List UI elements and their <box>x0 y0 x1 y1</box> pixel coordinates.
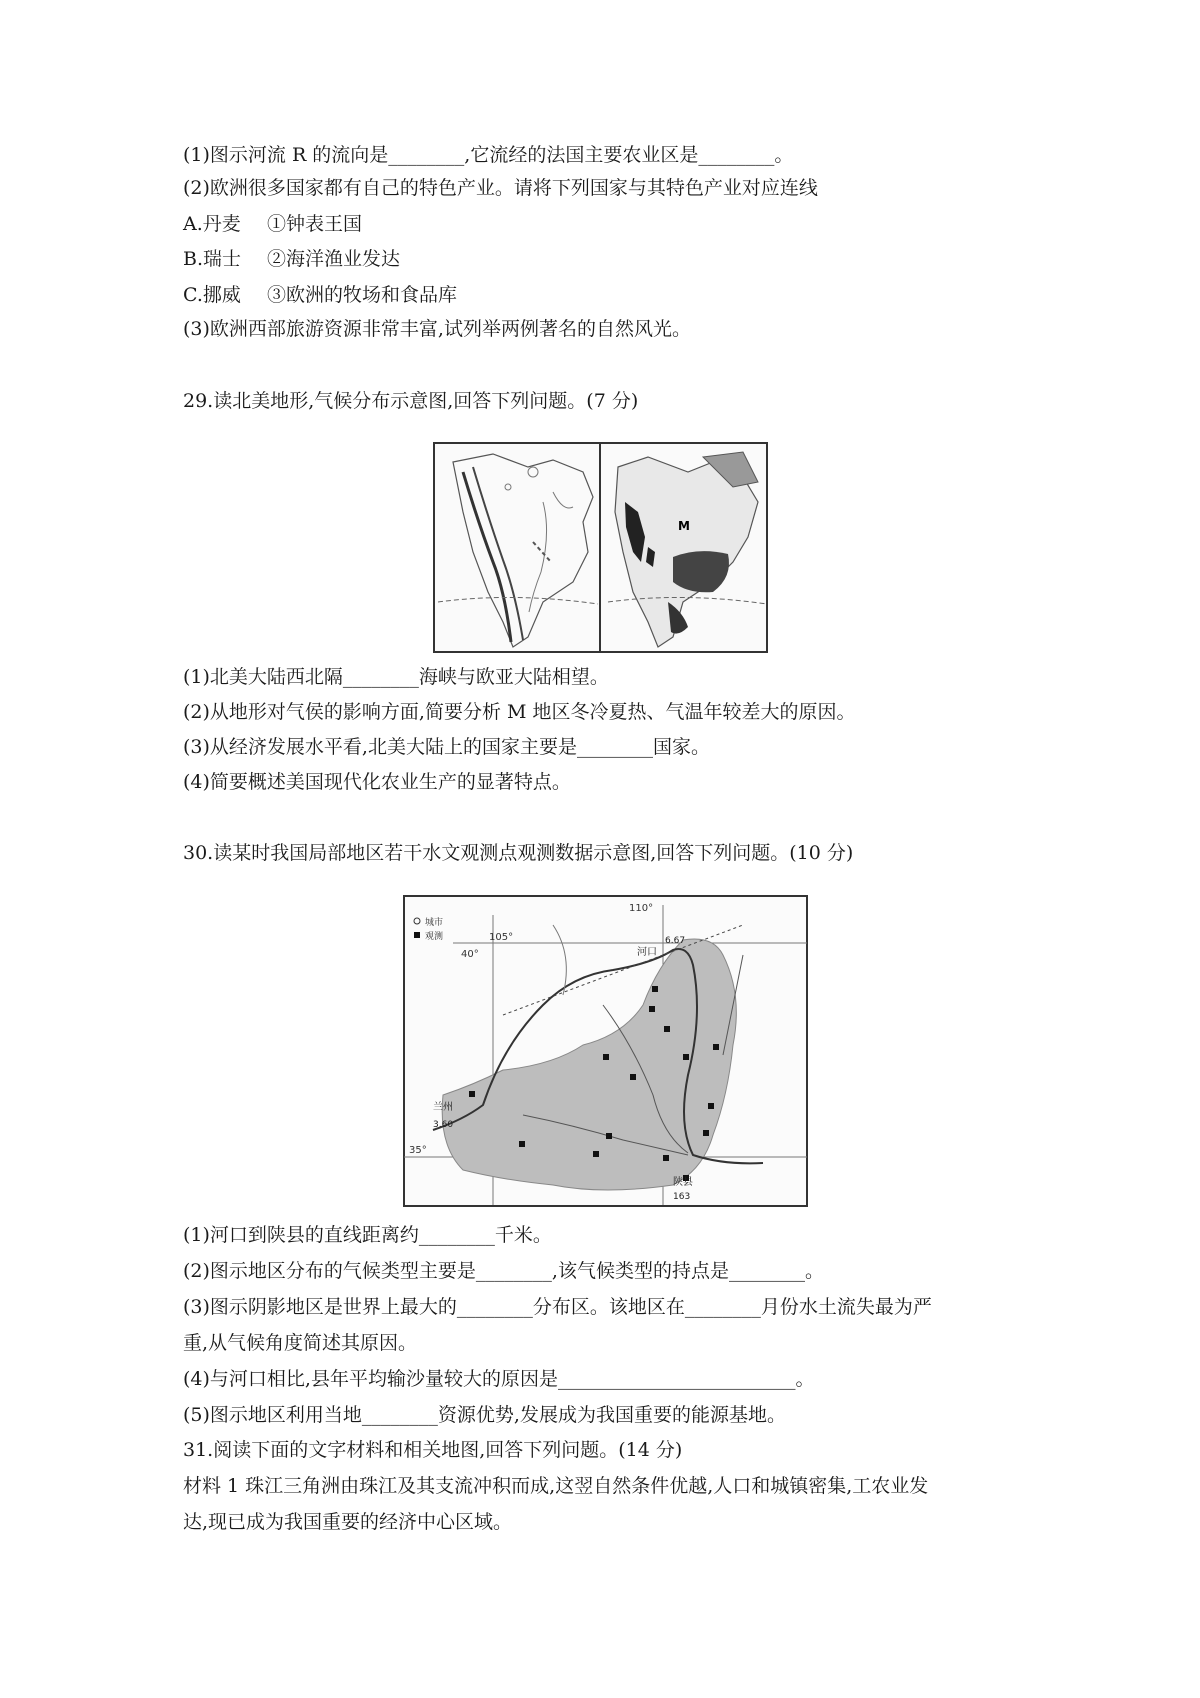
q28-option-a <box>183 212 362 236</box>
q30-sub1: (1)河口到陕县的直线距离约________千米。 <box>183 1224 552 1246</box>
map-label-m: M <box>678 519 690 533</box>
q30-title: 30.读某时我国局部地区若干水文观测点观测数据示意图,回答下列问题。(10 分) <box>183 842 854 864</box>
q28-option-c <box>183 283 457 307</box>
label-lat35: 35° <box>409 1145 427 1156</box>
value-hekou: 6.67 <box>665 936 686 946</box>
q28-sub1: (1)图示河流 R 的流向是________,它流经的法国主要农业区是________。 <box>183 144 794 166</box>
label-lon105: 105° <box>489 932 514 943</box>
q30-sub3-line1: (3)图示阴影地区是世界上最大的________分布区。该地区在________月份水土流失最为严 <box>183 1296 932 1318</box>
legend-station: 观测 <box>425 932 444 942</box>
q29-title: 29.读北美地形,气候分布示意图,回答下列问题。(7 分) <box>183 390 639 412</box>
north-america-maps <box>433 442 768 653</box>
q30-sub3-line2: 重,从气候角度简述其原因。 <box>183 1332 418 1354</box>
q29-sub2: (2)从地形对气侯的影响方面,简要分析 M 地区冬冷夏热、气温年较差大的原因。 <box>183 701 856 723</box>
label-shanxian: 陕县 <box>673 1177 693 1188</box>
north-america-map-figure <box>433 442 768 653</box>
q30-sub2: (2)图示地区分布的气候类型主要是________,该气候类型的持点是________。 <box>183 1260 824 1282</box>
loess-plateau-map-figure <box>403 895 808 1207</box>
hydrology-map <box>403 895 808 1207</box>
option-industry: ③欧洲的牧场和食品库 <box>267 284 458 306</box>
q28-option-b <box>183 247 400 271</box>
option-industry: ①钟表王国 <box>267 213 363 235</box>
label-lat40: 40° <box>461 949 479 960</box>
q31-material1-line2: 达,现已成为我国重要的经济中心区域。 <box>183 1511 513 1533</box>
label-lanzhou: 兰州 <box>433 1102 453 1113</box>
legend-city: 城市 <box>425 918 444 928</box>
label-lon110: 110° <box>629 903 654 914</box>
q29-sub3: (3)从经济发展水平看,北美大陆上的国家主要是________国家。 <box>183 736 710 758</box>
q31-title: 31.阅读下面的文字材料和相关地图,回答下列问题。(14 分) <box>183 1439 683 1461</box>
value-shanxian: 163 <box>673 1192 691 1202</box>
q30-sub4: (4)与河口相比,县年平均输沙量较大的原因是_________________________。 <box>183 1368 815 1390</box>
q29-sub1: (1)北美大陆西北隔________海峡与欧亚大陆相望。 <box>183 666 609 688</box>
q31-material1-line1: 材料 1 珠江三角洲由珠江及其支流冲积而成,这翌自然条件优越,人口和城镇密集,工农业发 <box>183 1475 929 1497</box>
option-country: C.挪威 <box>183 284 241 306</box>
q28-sub2: (2)欧洲很多国家都有自己的特色产业。请将下列国家与其特色产业对应连线 <box>183 177 818 199</box>
q30-sub5: (5)图示地区利用当地________资源优势,发展成为我国重要的能源基地。 <box>183 1404 786 1426</box>
label-hekou: 河口 <box>637 947 657 958</box>
option-country: A.丹麦 <box>183 213 241 235</box>
value-lanzhou: 3.60 <box>433 1120 454 1130</box>
q29-sub4: (4)简要概述美国现代化农业生产的显著特点。 <box>183 771 571 793</box>
option-country: B.瑞士 <box>183 248 242 270</box>
option-industry: ②海洋渔业发达 <box>267 248 401 270</box>
q28-sub3: (3)欧洲西部旅游资源非常丰富,试列举两例著名的自然风光。 <box>183 318 691 340</box>
